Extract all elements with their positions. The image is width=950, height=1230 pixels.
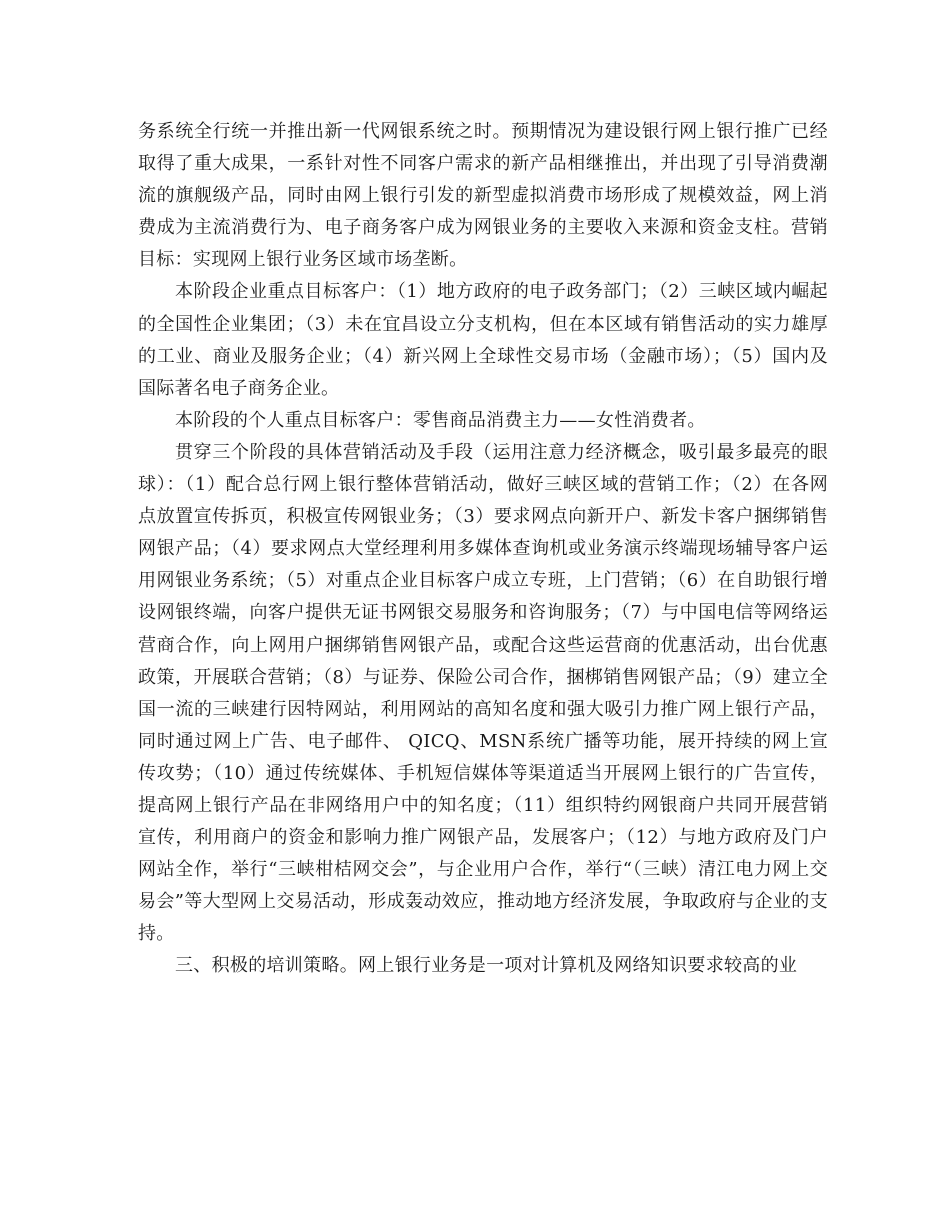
document-body [138,116,828,983]
paragraph-individual-targets: 本阶段的个人重点目标客户：零售商品消费主力——女性消费者。 [175,409,706,431]
paragraph-continuation: 务系统全行统一并推出新一代网银系统之时。预期情况为建设银行网上银行推广已经取得了重大成果，一系针对性不同客户需求的新产品相继推出，并出现了引导消费潮流的旗舰级产品，同时由网上银行引发的新型虚拟消费市场形成了规模效益，网上消费成为主流消费行为、电子商务客户成为网银业务的主要收入来源和资金支柱。营销目标：实现网上银行业务区域市场垄断。 [138,121,828,271]
paragraph-training-strategy: 三、积极的培训策略。网上银行业务是一项对计算机及网络知识要求较高的业 [175,955,798,977]
paragraph-enterprise-targets: 本阶段企业重点目标客户：（1）地方政府的电子政务部门；（2）三峡区域内崛起的全国性企业集团；（3）未在宜昌设立分支机构，但在本区域有销售活动的实力雄厚的工业、商业及服务企业；（4）新兴网上全球性交易市场（金融市场）；（5）国内及国际著名电子商务企业。 [138,281,828,399]
paragraph-marketing-activities: 贯穿三个阶段的具体营销活动及手段（运用注意力经济概念，吸引最多最亮的眼球）：（1）配合总行网上银行整体营销活动，做好三峡区域的营销工作；（2）在各网点放置宣传拆页，积极宣传网银业务；（3）要求网点向新开户、新发卡客户捆绑销售网银产品；（4）要求网点大堂经理利用多媒体查询机或业务演示终端现场辅导客户运用网银业务系统；（5）对重点企业目标客户成立专班，上门营销；（6）在自助银行增设网银终端，向客户提供无证书网银交易服务和咨询服务；（7）与中国电信等网络运营商合作，向上网用户捆绑销售网银产品，或配合这些运营商的优惠活动，出台优惠政策，开展联合营销；（8）与证券、保险公司合作，捆梆销售网银产品；（9）建立全国一流的三峡建行因特网站，利用网站的高知名度和强大吸引力推广网上银行产品，同时通过网上广告、电子邮件、 QICQ、MSN系统广播等功能，展开持续的网上宣传攻势；（10）通过传统媒体、手机短信媒体等渠道适当开展网上银行的广告宣传，提高网上银行产品在非网络用户中的知名度；（11）组织特约网银商户共同开展营销宣传，利用商户的资金和影响力推广网银产品，发展客户；（12）与地方政府及门户网站全作，举行“三峡柑桔网交会”，与企业用户合作，举行“（三峡）清江电力网上交易会”等大型网上交易活动，形成轰动效应，推动地方经济发展，争取政府与企业的支持。 [138,441,828,945]
